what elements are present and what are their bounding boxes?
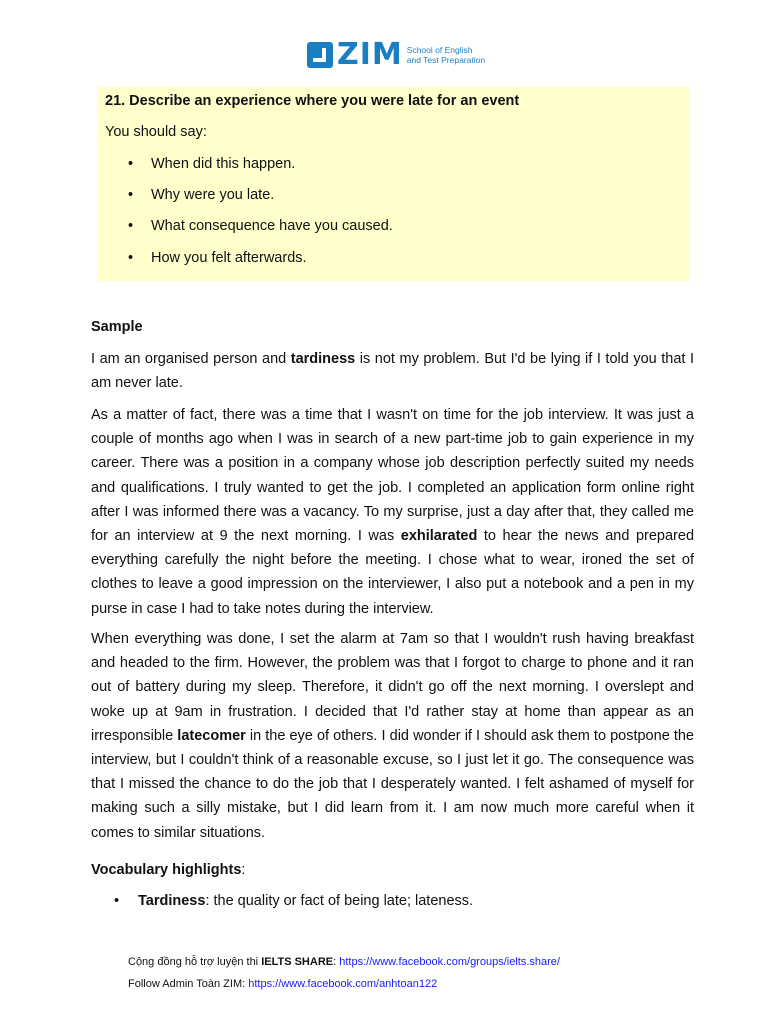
- bullet-icon: •: [128, 250, 134, 266]
- bullet-icon: •: [128, 218, 134, 234]
- footer-admin: Follow Admin Toàn ZIM: https://www.facebook.com/anhtoan122: [128, 978, 438, 990]
- bullet-icon: •: [114, 893, 120, 909]
- vocab-term-exhilarated: exhilarated: [400, 528, 478, 545]
- zim-logo-icon: [307, 42, 333, 68]
- vocab-term-tardiness: tardiness: [290, 351, 356, 367]
- vocab-definition: : the quality or fact of being late; lateness.: [205, 893, 474, 909]
- sample-paragraph-3: When everything was done, I set the alarm at 7am so that I wouldn't rush having breakfast and headed to the firm. However, the problem was that I forgot to charge to phone and it ran out of battery during my sleep. Therefore, it didn't go off the next morning. I overslept and woke up at 9am in frustration. I decided that I'd rather stay at home than appear as an irresponsible latecomer in the eye of others. I did wonder if I should ask them to postpone the interview, but I couldn't think of a reasonable excuse, so I just let it go. The consequence was that I missed the chance to do the job that I desperately wanted. I felt ashamed of myself for making such a silly mistake, but I did learn from it. I am now much more careful when it comes to similar situations.: [91, 631, 694, 841]
- logo-brand: ZIM: [337, 37, 403, 72]
- sample-paragraph-1: I am an organised person and tardiness is not my problem. But I'd be lying if I told you that I am never late.: [91, 351, 694, 392]
- vocab-heading: Vocabulary highlights:: [91, 862, 246, 878]
- question-prompt: You should say:: [105, 124, 207, 140]
- ielts-share-link[interactable]: https://www.facebook.com/groups/ielts.share/: [339, 956, 560, 968]
- footer-community: Cộng đồng hỗ trợ luyện thi IELTS SHARE: https://www.facebook.com/groups/ielts.share/: [128, 956, 560, 968]
- zim-logo: [307, 37, 487, 72]
- admin-facebook-link[interactable]: https://www.facebook.com/anhtoan122: [248, 978, 438, 990]
- question-title: 21. Describe an experience where you were late for an event: [105, 93, 520, 109]
- vocab-term: Tardiness: [138, 893, 206, 909]
- sample-paragraph-2: As a matter of fact, there was a time that I wasn't on time for the job interview. It was just a couple of months ago when I was in search of a new part-time job to gain experience in my career. There was a position in a company whose job description perfectly suited my needs and qualifications. I truly wanted to get the job. I completed an application form online right after I was informed there was a vacancy. To my surprise, just a day after that, they called me for an interview at 9 the next morning. I was exhilarated to hear the news and prepared everything carefully the night before the meeting. I chose what to wear, ironed the set of clothes to leave a good impression on the interviewer, I also put a notebook and a pen in my purse in case I had to take notes during the interview.: [91, 407, 695, 617]
- logo-tagline: School of English and Test Preparation: [406, 45, 486, 65]
- sample-heading: Sample: [91, 319, 143, 335]
- bullet-icon: •: [128, 156, 134, 172]
- bullet-icon: •: [128, 187, 134, 203]
- vocab-term-latecomer: latecomer: [177, 727, 246, 744]
